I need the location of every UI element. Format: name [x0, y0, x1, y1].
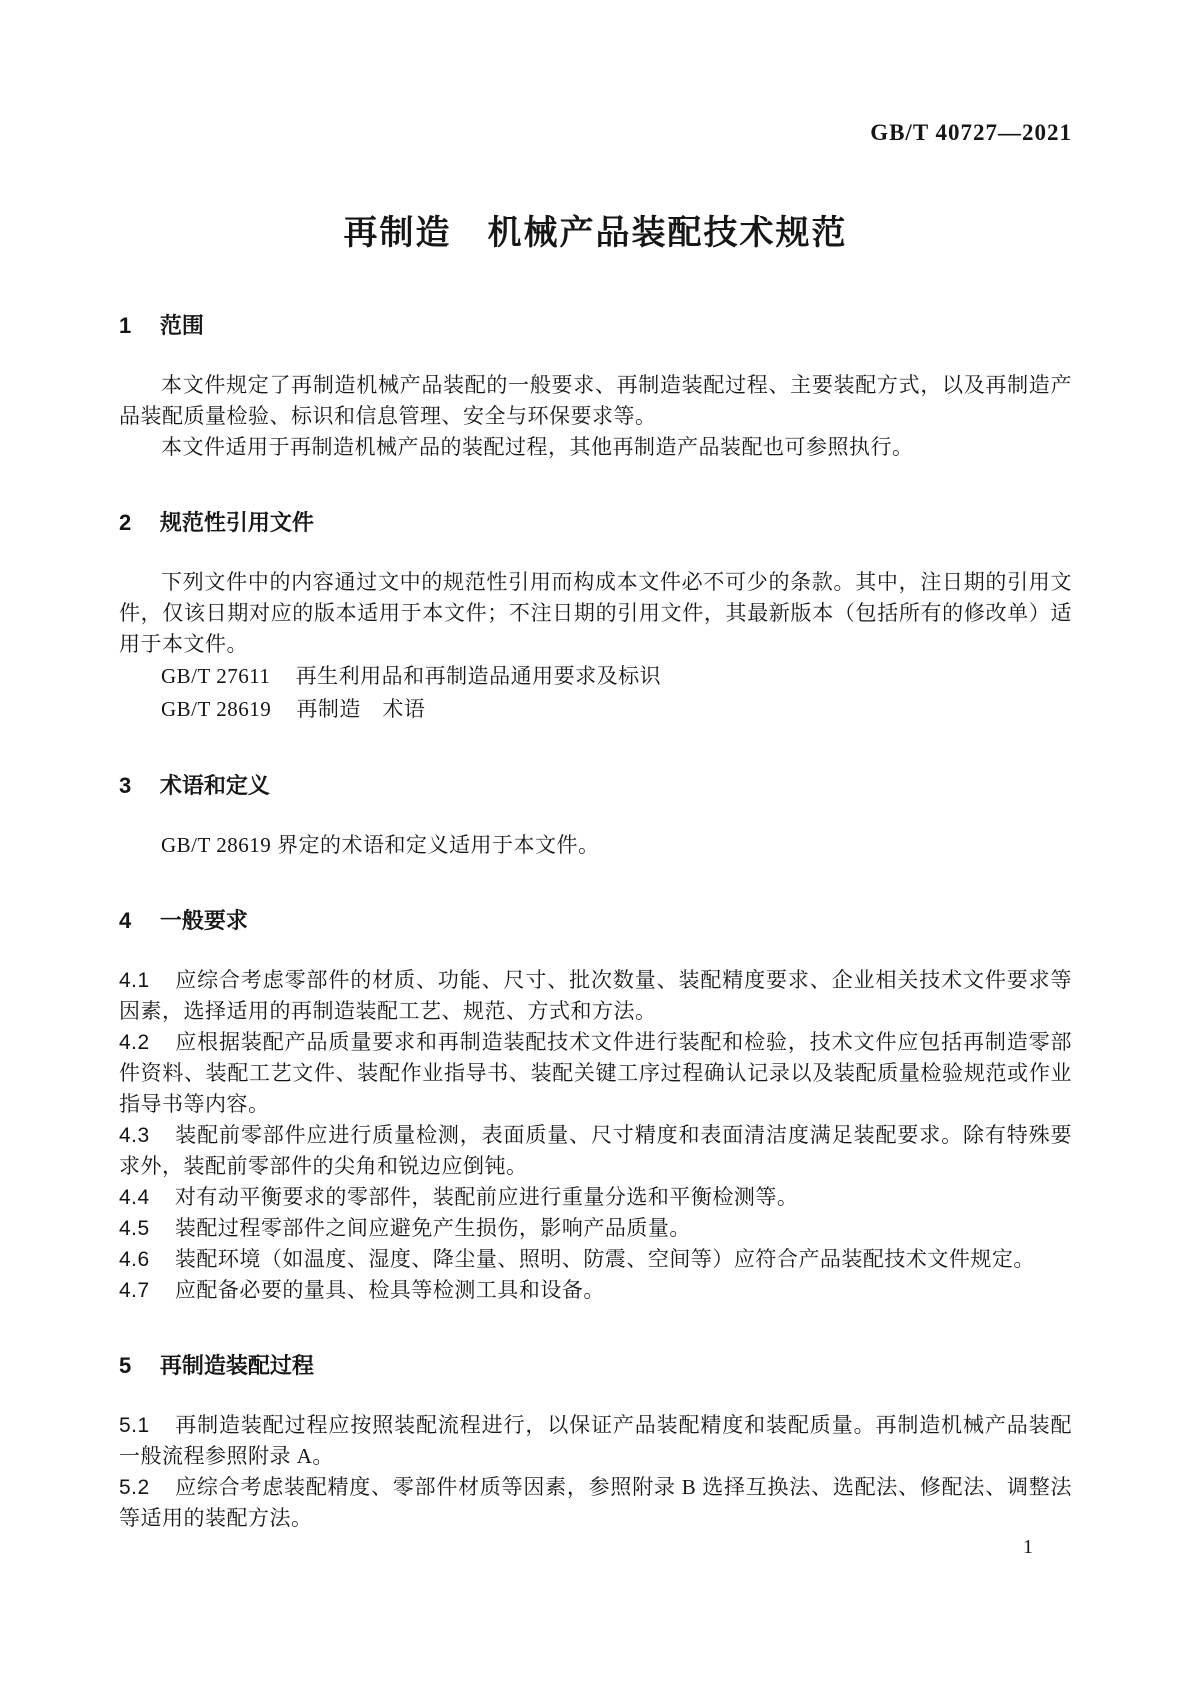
section-heading — [119, 1352, 1072, 1380]
reference-title: 再生利用品和再制造品通用要求及标识 — [295, 664, 662, 688]
clause — [119, 1472, 1072, 1534]
section-1-scope — [119, 312, 1072, 463]
clause-text: 再制造装配过程应按照装配流程进行，以保证产品装配精度和装配质量。再制造机械产品装配一般流程参照附录 A。 — [119, 1413, 1072, 1468]
section-title: 再制造装配过程 — [159, 1353, 314, 1378]
clause-text: 应综合考虑装配精度、零部件材质等因素，参照附录 B 选择互换法、选配法、修配法、调整法等适用的装配方法。 — [119, 1475, 1072, 1530]
clause-number: 4.3 — [119, 1124, 150, 1147]
reference-code: GB/T 27611 — [161, 664, 271, 688]
section-heading — [119, 907, 1072, 935]
document-body — [119, 312, 1072, 1534]
section-title: 一般要求 — [159, 908, 248, 933]
section-title: 范围 — [159, 313, 204, 338]
page-number: 1 — [1023, 1536, 1033, 1558]
clause-text: 装配环境（如温度、湿度、降尘量、照明、防震、空间等）应符合产品装配技术文件规定。 — [174, 1247, 1035, 1271]
clause-text: 对有动平衡要求的零部件，装配前应进行重量分选和平衡检测等。 — [174, 1185, 799, 1209]
section-heading — [119, 772, 1072, 800]
document-title: 再制造 机械产品装配技术规范 — [343, 214, 848, 252]
section-number: 3 — [119, 773, 132, 798]
clause-number: 5.2 — [119, 1476, 150, 1499]
reference-code: GB/T 28619 — [161, 697, 272, 721]
section-5-remanufacturing-assembly-process — [119, 1352, 1072, 1534]
clause — [119, 1120, 1072, 1182]
clause-number: 4.5 — [119, 1217, 150, 1240]
clause-number: 5.1 — [119, 1414, 150, 1437]
clause — [119, 1410, 1072, 1472]
standard-code: GB/T 40727—2021 — [870, 120, 1072, 145]
clause — [119, 1027, 1072, 1120]
clause-number: 4.6 — [119, 1248, 150, 1271]
section-title: 规范性引用文件 — [159, 510, 314, 535]
section-number: 1 — [119, 313, 132, 338]
paragraph: 下列文件中的内容通过文中的规范性引用而构成本文件必不可少的条款。其中，注日期的引用文件，仅该日期对应的版本适用于本文件；不注日期的引用文件，其最新版本（包括所有的修改单）适用于本文件。 — [119, 570, 1072, 656]
section-number: 5 — [119, 1353, 132, 1378]
section-3-terms-and-definitions — [119, 772, 1072, 861]
clause-text: 应综合考虑零部件的材质、功能、尺寸、批次数量、装配精度要求、企业相关技术文件要求等因素，选择适用的再制造装配工艺、规范、方式和方法。 — [119, 968, 1072, 1023]
clause-number: 4.4 — [119, 1186, 150, 1209]
clause-number: 4.7 — [119, 1279, 150, 1302]
section-2-normative-references — [119, 509, 1072, 726]
section-heading — [119, 509, 1072, 537]
clause-number: 4.1 — [119, 969, 150, 992]
clause-text: 装配过程零部件之间应避免产生损伤，影响产品质量。 — [174, 1216, 691, 1240]
reference-item — [119, 693, 1072, 726]
clause-text: 应根据装配产品质量要求和再制造装配技术文件进行装配和检验，技术文件应包括再制造零部件资料、装配工艺文件、装配作业指导书、装配关键工序过程确认记录以及装配质量检验规范或作业指导书等内容。 — [119, 1030, 1072, 1116]
clause-number: 4.2 — [119, 1031, 150, 1054]
clause — [119, 1244, 1072, 1275]
clause-text: 应配备必要的量具、检具等检测工具和设备。 — [174, 1278, 605, 1302]
paragraph: 本文件规定了再制造机械产品装配的一般要求、再制造装配过程、主要装配方式，以及再制造产品装配质量检验、标识和信息管理、安全与环保要求等。 — [119, 373, 1072, 428]
clause — [119, 1275, 1072, 1306]
clause-text: 装配前零部件应进行质量检测，表面质量、尺寸精度和表面清洁度满足装配要求。除有特殊要求外，装配前零部件的尖角和锐边应倒钝。 — [119, 1123, 1072, 1178]
reference-title: 再制造 术语 — [296, 697, 426, 721]
clause — [119, 1182, 1072, 1213]
clause — [119, 1213, 1072, 1244]
paragraph: GB/T 28619 界定的术语和定义适用于本文件。 — [161, 833, 600, 857]
section-heading — [119, 312, 1072, 340]
paragraph: 本文件适用于再制造机械产品的装配过程，其他再制造产品装配也可参照执行。 — [161, 435, 914, 459]
section-number: 2 — [119, 510, 132, 535]
section-number: 4 — [119, 908, 132, 933]
clause — [119, 965, 1072, 1027]
section-title: 术语和定义 — [159, 773, 270, 798]
standard-code-header — [119, 0, 1072, 146]
reference-item — [119, 660, 1072, 693]
section-4-general-requirements — [119, 907, 1072, 1306]
